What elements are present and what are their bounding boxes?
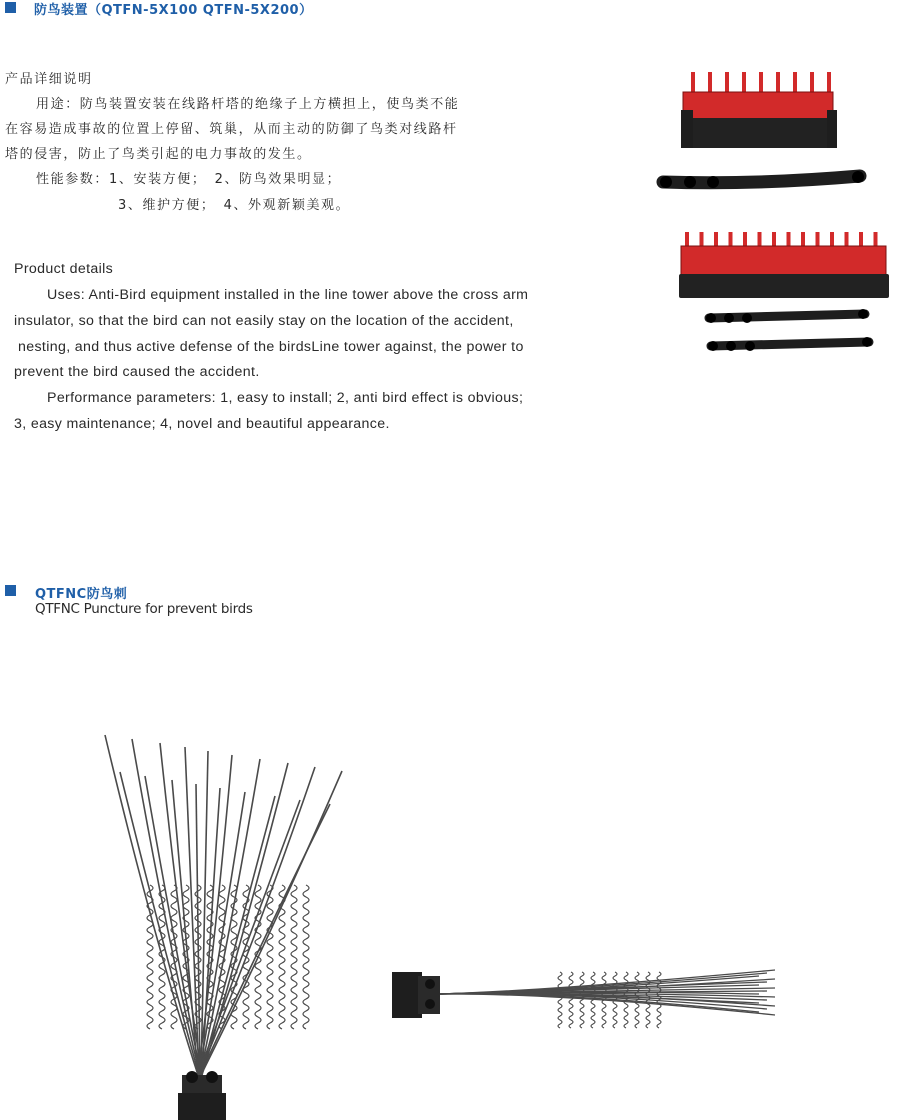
cn-line-2: 在容易造成事故的位置上停留、筑巢，从而主动的防御了鸟类对线路杆 (5, 122, 458, 137)
en-line-2: insulator, so that the bird can not easily stay on the location of the accident, (14, 313, 514, 329)
anti-bird-device-photo-2 (675, 230, 895, 360)
section-subtitle-bird-spike: QTFNC Puncture for prevent birds (35, 601, 253, 617)
en-line-1: Uses: Anti-Bird equipment installed in the line tower above the cross arm (47, 287, 529, 303)
en-line-5: Performance parameters: 1, easy to install; 2, anti bird effect is obvious; (47, 390, 524, 406)
cn-line-1: 用途：防鸟装置安装在线路杆塔的绝缘子上方横担上，使鸟类不能 (36, 97, 460, 112)
anti-bird-device-photo-1 (655, 70, 870, 195)
cn-product-details-heading: 产品详细说明 (5, 72, 93, 87)
bird-spike-vertical-photo (100, 715, 350, 1120)
section-marker-square-2 (5, 585, 16, 596)
cn-line-4: 性能参数：1、安装方便； 2、防鸟效果明显； (36, 172, 342, 187)
cn-line-5: 3、维护方便； 4、外观新颖美观。 (118, 198, 351, 213)
section-title-bird-spike: QTFNC防鸟刺 (35, 587, 128, 602)
bird-spike-horizontal-photo (390, 960, 790, 1025)
en-line-4: prevent the bird caused the accident. (14, 364, 260, 380)
section-title-anti-bird-device: 防鸟装置（QTFN-5X100 QTFN-5X200） (34, 3, 313, 18)
en-line-6: 3, easy maintenance; 4, novel and beautiful appearance. (14, 416, 390, 432)
en-line-3: nesting, and thus active defense of the birdsLine tower against, the power to (18, 339, 524, 355)
en-product-details-heading: Product details (14, 261, 114, 277)
cn-line-3: 塔的侵害，防止了鸟类引起的电力事故的发生。 (5, 147, 312, 162)
section-marker-square (5, 2, 16, 13)
